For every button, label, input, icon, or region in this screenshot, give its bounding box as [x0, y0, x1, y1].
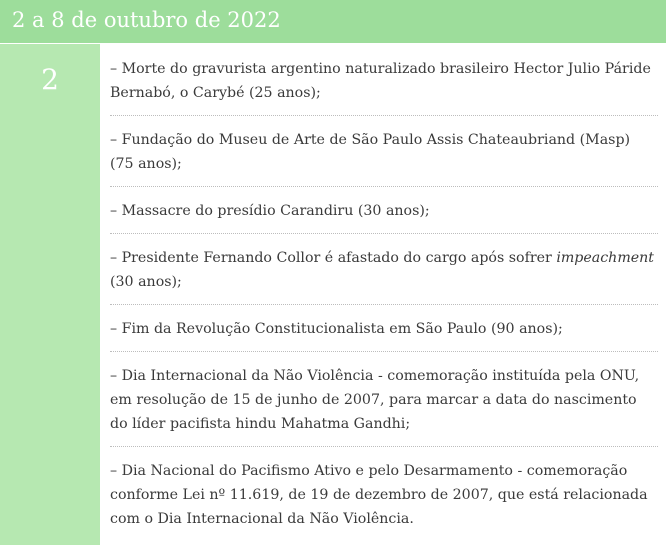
event-text: – Fundação do Museu de Arte de São Paulo Assis Chateaubriand (Masp) (75 anos); — [110, 132, 631, 172]
week-title: 2 a 8 de outubro de 2022 — [12, 8, 281, 32]
event-text: – Dia Nacional do Pacifismo Ativo e pelo Desarmamento - comemoração conforme Lei nº 11.619, de 19 de dezembro de 2007, que está relacionada com o Dia Internacional da Não Violência. — [110, 463, 648, 527]
day-column — [0, 44, 100, 545]
event-item — [110, 352, 658, 447]
event-item — [110, 305, 658, 352]
event-text-italic: impeachment — [556, 250, 655, 266]
event-text: (30 anos); — [110, 274, 182, 290]
event-item — [110, 447, 658, 541]
day-row — [0, 44, 666, 545]
event-text: – Presidente Fernando Collor é afastado do cargo após sofrer — [110, 250, 557, 266]
event-text: – Fim da Revolução Constitucionalista em São Paulo (90 anos); — [110, 321, 563, 337]
event-item — [110, 55, 658, 116]
event-item — [110, 187, 658, 234]
event-text: – Massacre do presídio Carandiru (30 anos); — [110, 203, 430, 219]
week-header — [0, 0, 666, 44]
event-item — [110, 116, 658, 187]
event-text: – Dia Internacional da Não Violência - comemoração instituída pela ONU, em resolução de 15 de junho de 2007, para marcar a data do nascimento do líder pacifista hindu Mahatma Gandhi; — [110, 368, 640, 432]
event-text: – Morte do gravurista argentino naturalizado brasileiro Hector Julio Páride Bernabó, o Carybé (25 anos); — [110, 61, 651, 101]
day-number: 2 — [41, 63, 59, 96]
event-list — [100, 44, 666, 545]
event-item — [110, 234, 658, 305]
